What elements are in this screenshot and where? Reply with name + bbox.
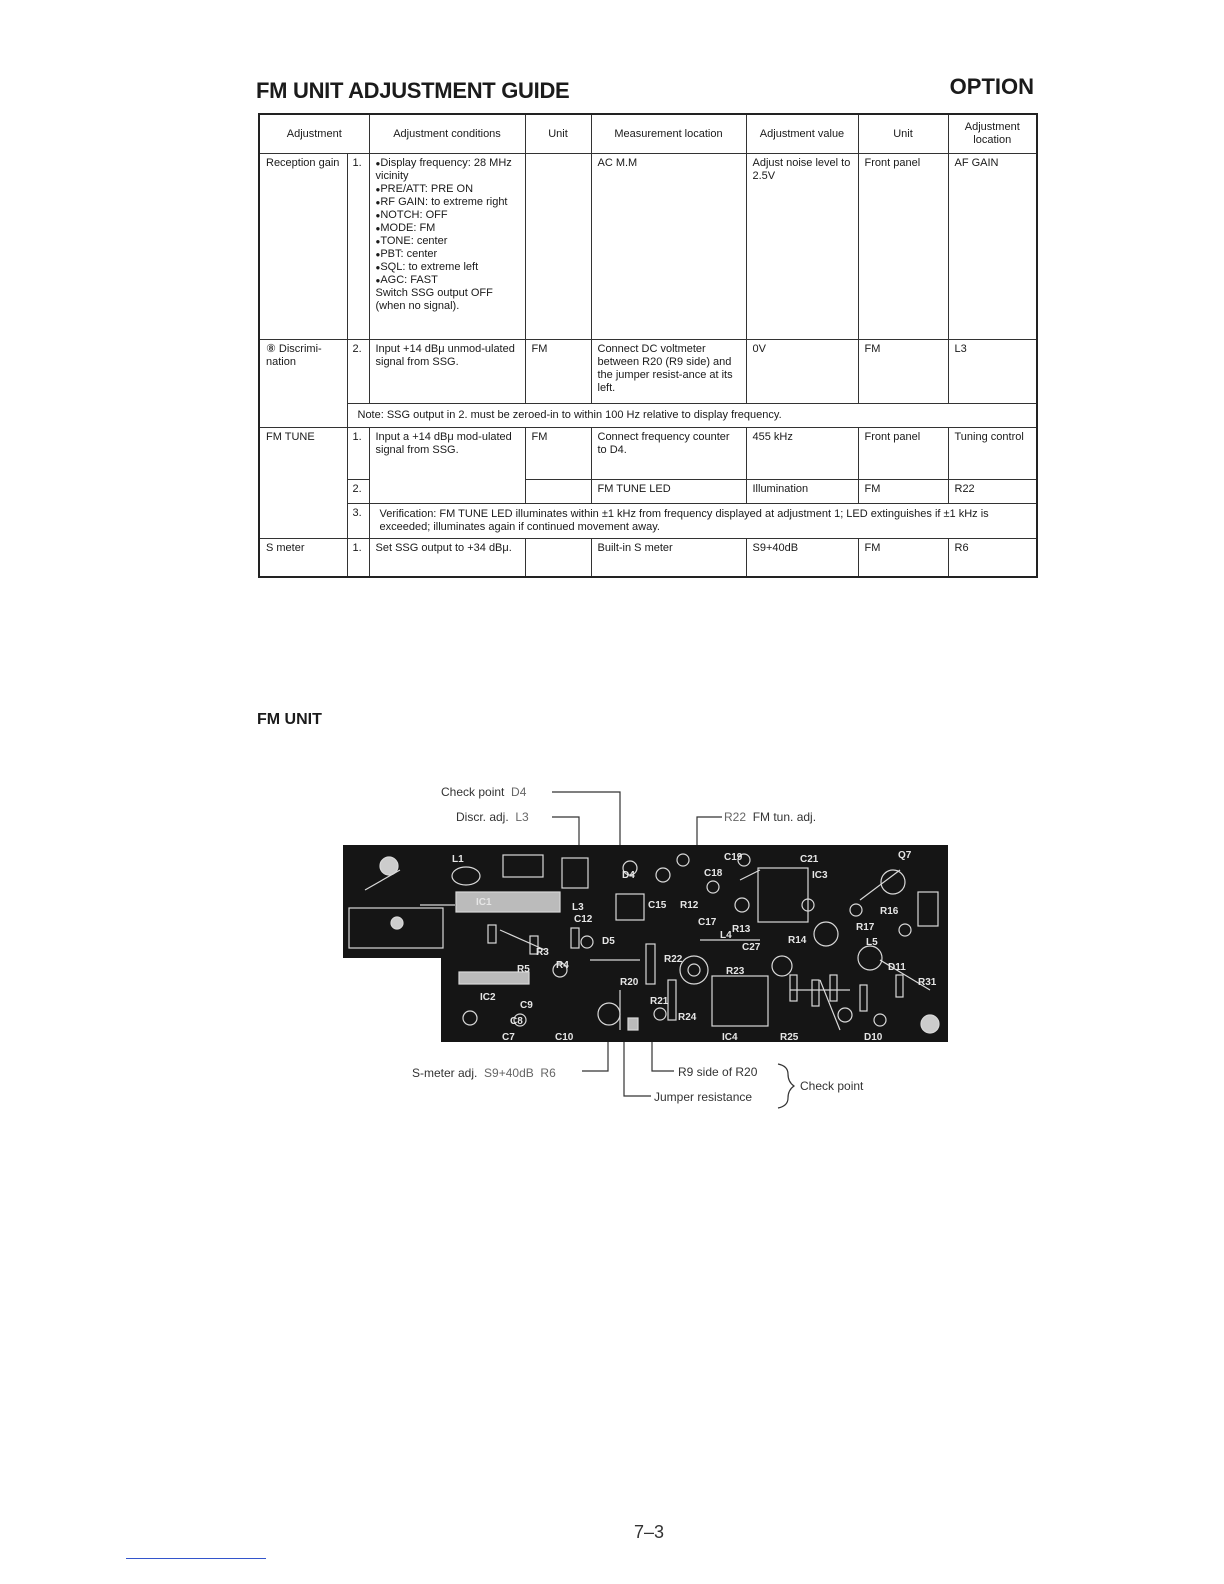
row-measurement: Connect frequency counter to D4. [591, 428, 746, 480]
row-step: 1. [347, 154, 369, 340]
row-unit2: FM [858, 539, 948, 577]
silk-label: C10 [555, 1032, 574, 1043]
silk-label: C7 [502, 1032, 515, 1043]
row-value: 455 kHz [746, 428, 858, 480]
col-location: Adjustment location [948, 114, 1037, 154]
silk-label: D11 [888, 962, 906, 973]
silk-label: C17 [698, 917, 717, 928]
condition-item: ● PBT: center [376, 248, 519, 261]
silk-label: L1 [452, 854, 464, 865]
col-adjustment: Adjustment [259, 114, 369, 154]
condition-item: ● SQL: to extreme left [376, 261, 519, 274]
condition-item: ● NOTCH: OFF [376, 209, 519, 222]
callout-ref: R22 [724, 810, 747, 824]
row-unit: FM [525, 428, 591, 480]
row-location: AF GAIN [948, 154, 1037, 340]
silk-label: C19 [724, 852, 743, 863]
callout-ref: D4 [511, 785, 527, 799]
row-step: 2. [347, 340, 369, 404]
callout-ref: L3 [515, 810, 529, 824]
silk-label: R12 [680, 900, 699, 911]
row-step: 1. [347, 539, 369, 577]
silk-label: D5 [602, 936, 615, 947]
silk-label: C27 [742, 942, 761, 953]
condition-item: ● RF GAIN: to extreme right [376, 196, 519, 209]
silk-label: L4 [720, 930, 732, 941]
silk-label: D4 [622, 870, 635, 881]
row-location: R22 [948, 480, 1037, 504]
row-name: FM TUNE [259, 428, 347, 539]
row-location: R6 [948, 539, 1037, 577]
callout-text: Check point [441, 785, 505, 799]
page-number: 7–3 [634, 1522, 665, 1542]
silk-label: R31 [918, 977, 937, 988]
option-tag: OPTION [949, 74, 1034, 99]
silk-label: R3 [536, 947, 549, 958]
r9-side-label: R9 side of R20 [678, 1065, 758, 1079]
page-title: FM UNIT ADJUSTMENT GUIDE [256, 78, 570, 103]
row-value: Adjust noise level to 2.5V [746, 154, 858, 340]
silk-label: IC3 [812, 870, 828, 881]
condition-item: ● MODE: FM [376, 222, 519, 235]
silk-label: R21 [650, 996, 669, 1007]
silk-label: R13 [732, 924, 751, 935]
silk-label: C12 [574, 914, 593, 925]
silk-label: C9 [520, 1000, 533, 1011]
row-unit2: FM [858, 480, 948, 504]
silk-label: L3 [572, 902, 584, 913]
row-location: L3 [948, 340, 1037, 404]
col-conditions: Adjustment conditions [369, 114, 525, 154]
col-value: Adjustment value [746, 114, 858, 154]
silk-label: IC4 [722, 1032, 738, 1043]
silk-label: R23 [726, 966, 745, 977]
condition-item: ● AGC: FAST [376, 274, 519, 287]
row-location: Tuning control [948, 428, 1037, 480]
row-measurement: FM TUNE LED [591, 480, 746, 504]
condition-item: ● PRE/ATT: PRE ON [376, 183, 519, 196]
row-name: S meter [259, 539, 347, 577]
col-unit2: Unit [858, 114, 948, 154]
row-step: 3. [347, 504, 369, 539]
callout-text: S-meter adj. [412, 1066, 478, 1080]
silk-label: IC2 [480, 992, 496, 1003]
checkpoint-group-label: Check point [800, 1079, 864, 1093]
row-unit2: FM [858, 340, 948, 404]
condition-tail: Switch SSG output OFF (when no signal). [375, 287, 493, 312]
row-conditions: Input a +14 dBμ mod-ulated signal from SSG. [369, 428, 525, 504]
row-conditions: Set SSG output to +34 dBμ. [369, 539, 525, 577]
silk-label: R22 [664, 954, 683, 965]
callout-text: FM tun. adj. [752, 810, 817, 824]
silk-label: R25 [780, 1032, 799, 1043]
condition-item: ● Display frequency: 28 MHz vicinity [376, 157, 519, 183]
silk-label: R14 [788, 935, 807, 946]
section-heading: FM UNIT [257, 711, 322, 728]
callout-ref: R6 [540, 1066, 556, 1080]
row-step: 2. [347, 480, 369, 504]
silk-label: R4 [556, 960, 569, 971]
condition-item: ● TONE: center [376, 235, 519, 248]
silk-label: R5 [517, 964, 530, 975]
row-unit2: Front panel [858, 154, 948, 340]
row-measurement: AC M.M [591, 154, 746, 340]
callout-value: S9+40dB [484, 1066, 534, 1080]
row-name: ⑧ Discrimi-nation [259, 340, 347, 428]
silk-label: R16 [880, 906, 899, 917]
callout-text: Discr. adj. [456, 810, 509, 824]
row-conditions: Input +14 dBμ unmod-ulated signal from SSG. [369, 340, 525, 404]
verification-text: Verification: FM TUNE LED illuminates within ±1 kHz from frequency displayed at adjustment 1; LED extinguishes if ±1 kHz is exceeded; illuminates again if continued movement away. [369, 504, 1037, 539]
silk-label: C15 [648, 900, 667, 911]
note-text: Note: SSG output in 2. must be zeroed-in to within 100 Hz relative to display frequency. [347, 404, 1037, 428]
silk-label: L5 [866, 937, 878, 948]
silk-label: C18 [704, 868, 723, 879]
row-measurement: Connect DC voltmeter between R20 (R9 side) and the jumper resist-ance at its left. [591, 340, 746, 404]
col-measurement: Measurement location [591, 114, 746, 154]
jumper-label: Jumper resistance [654, 1090, 753, 1104]
row-unit: FM [525, 340, 591, 404]
row-step: 1. [347, 428, 369, 480]
silk-label: D10 [864, 1032, 883, 1043]
col-unit: Unit [525, 114, 591, 154]
row-value: Illumination [746, 480, 858, 504]
row-unit2: Front panel [858, 428, 948, 480]
silk-label: C21 [800, 854, 819, 865]
silk-label: Q7 [898, 850, 912, 861]
silk-label: R17 [856, 922, 875, 933]
silk-label: R20 [620, 977, 639, 988]
row-name: Reception gain [259, 154, 347, 340]
row-value: S9+40dB [746, 539, 858, 577]
silk-label: R24 [678, 1012, 697, 1023]
row-measurement: Built-in S meter [591, 539, 746, 577]
row-value: 0V [746, 340, 858, 404]
silk-label: IC1 [476, 897, 492, 908]
silk-label: C8 [510, 1016, 523, 1027]
footer-rule [126, 1558, 266, 1559]
